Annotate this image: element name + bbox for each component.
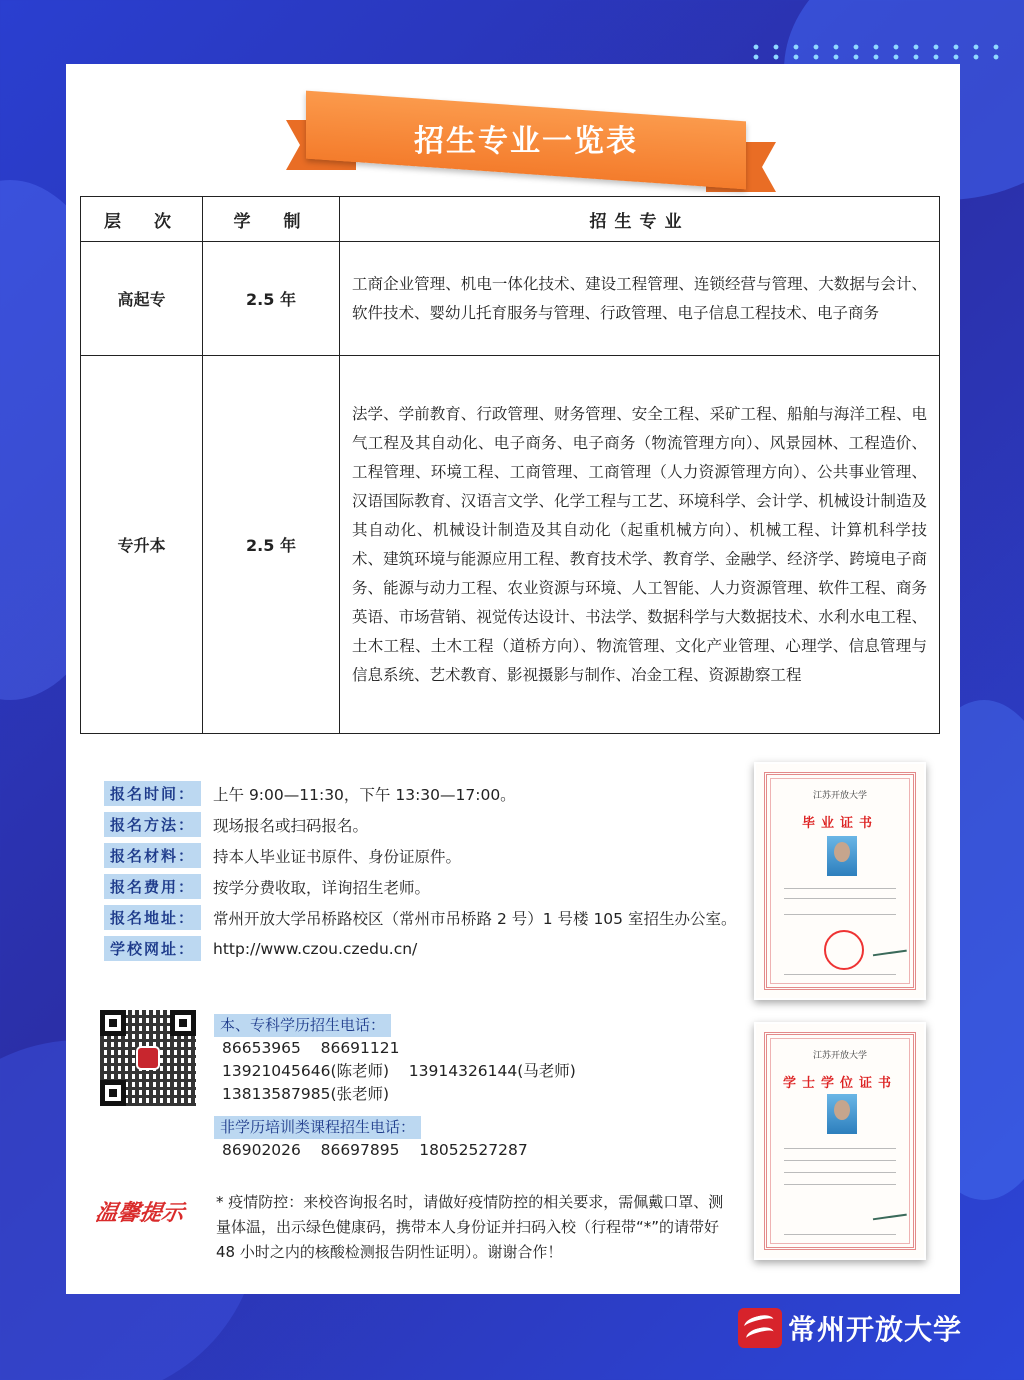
info-label: 报名时间： — [104, 781, 201, 806]
level-cell: 专升本 — [81, 356, 203, 734]
info-label: 报名材料： — [104, 843, 201, 868]
info-row-fee — [104, 871, 784, 902]
majors-cell: 法学、学前教育、行政管理、财务管理、安全工程、采矿工程、船舶与海洋工程、电气工程及其自动化、电子商务、电子商务（物流管理方向）、风景园林、工程造价、工程管理、环境工程、工商管理、工商管理（人力资源管理方向）、公共事业管理、汉语国际教育、汉语言文学、化学工程与工艺、环境科学、会计学、机械设计制造及其自动化、机械设计制造及其自动化（起重机械方向）、机械工程、计算机科学技术、建筑环境与能源应用工程、教育技术学、教育学、金融学、经济学、跨境电子商务、能源与动力工程、农业资源与环境、人工智能、人力资源管理、软件工程、商务英语、市场营销、视觉传达设计、书法学、数据科学与大数据技术、水利水电工程、土木工程、土木工程（道桥方向）、物流管理、文化产业管理、心理学、信息管理与信息系统、艺术教育、影视摄影与制作、冶金工程、资源勘察工程 — [340, 356, 940, 734]
phone-line: 13813587985(张老师) — [222, 1085, 390, 1103]
length-cell: 2.5 年 — [203, 242, 340, 356]
registration-info — [104, 778, 784, 964]
tip-text: * 疫情防控：来校咨询报名时，请做好疫情防控的相关要求，需佩戴口罩、测量体温，出示绿色健康码，携带本人身份证并扫码入校（行程带“*”的请带好 48 小时之内的核酸检测报告阴性证明）。谢谢合作！ — [216, 1193, 724, 1261]
brand-name: 常州开放大学 — [788, 1313, 963, 1346]
info-row-materials — [104, 840, 784, 871]
info-value: 现场报名或扫码报名。 — [213, 816, 369, 835]
graduation-certificate-image — [754, 762, 926, 1000]
level-cell: 高起专 — [81, 242, 203, 356]
info-value: 按学分费收取，详询招生老师。 — [213, 878, 431, 897]
table-header-row — [81, 197, 940, 242]
qr-finder — [170, 1010, 196, 1036]
seal-icon — [824, 930, 864, 970]
info-row-time — [104, 778, 784, 809]
header-level: 层 次 — [81, 197, 203, 242]
training-phone-label: 非学历培训类课程招生电话： — [214, 1116, 421, 1139]
header-length: 学 制 — [203, 197, 340, 242]
certificate-school: 江苏开放大学 — [812, 791, 867, 801]
qr-finder — [100, 1080, 126, 1106]
page-title: 招生专业一览表 — [414, 124, 638, 159]
certificate-text-line — [784, 914, 896, 915]
table-row — [81, 242, 940, 356]
phone-line: 86653965 86691121 — [222, 1039, 400, 1057]
certificate-text-line — [784, 1160, 896, 1161]
info-value: 持本人毕业证书原件、身份证原件。 — [213, 847, 462, 866]
info-value: 常州开放大学吊桥路校区（常州市吊桥路 2 号）1 号楼 105 室招生办公室。 — [213, 909, 737, 928]
title-ribbon — [276, 92, 776, 192]
certificate-photo — [827, 1094, 857, 1134]
degree-certificate-image — [754, 1022, 926, 1260]
degree-phone-label: 本、专科学历招生电话： — [214, 1014, 391, 1037]
decorative-dots — [746, 42, 1006, 62]
info-row-address — [104, 902, 784, 933]
header-majors: 招生专业 — [340, 197, 940, 242]
qr-finder — [100, 1010, 126, 1036]
certificate-title: 学士学位证书 — [782, 1076, 897, 1091]
brand-logo — [738, 1308, 962, 1348]
certificate-text-line — [784, 1184, 896, 1185]
qr-logo-icon — [136, 1046, 160, 1070]
info-label: 报名费用： — [104, 874, 201, 899]
phone-contacts — [214, 1014, 576, 1162]
certificate-text-line — [784, 898, 896, 899]
website-link[interactable]: http://www.czou.czedu.cn/ — [213, 939, 418, 958]
certificate-photo — [827, 836, 857, 876]
certificate-text-line — [784, 1234, 896, 1235]
majors-table — [80, 196, 940, 734]
length-cell: 2.5 年 — [203, 356, 340, 734]
table-row — [81, 356, 940, 734]
certificate-text-line — [784, 888, 896, 889]
majors-cell: 工商企业管理、机电一体化技术、建设工程管理、连锁经营与管理、大数据与会计、软件技术、婴幼儿托育服务与管理、行政管理、电子信息工程技术、电子商务 — [340, 242, 940, 356]
qr-code-icon[interactable] — [100, 1010, 196, 1106]
certificate-text-line — [784, 1148, 896, 1149]
info-label: 报名方法： — [104, 812, 201, 837]
info-label: 学校网址： — [104, 936, 201, 961]
content-card — [66, 64, 960, 1294]
phone-line: 86902026 86697895 18052527287 — [222, 1141, 528, 1159]
info-row-method — [104, 809, 784, 840]
certificate-school: 江苏开放大学 — [812, 1051, 867, 1061]
info-label: 报名地址： — [104, 905, 201, 930]
certificate-text-line — [784, 1172, 896, 1173]
phone-line: 13921045646(陈老师) 13914326144(马老师) — [222, 1062, 576, 1080]
certificate-title: 毕业证书 — [801, 816, 878, 831]
info-row-website — [104, 933, 784, 964]
university-logo-icon — [738, 1308, 782, 1348]
tip-logo: 温馨提示 — [93, 1200, 187, 1226]
info-value: 上午 9:00—11:30，下午 13:30—17:00。 — [213, 785, 516, 804]
certificate-text-line — [784, 974, 896, 975]
